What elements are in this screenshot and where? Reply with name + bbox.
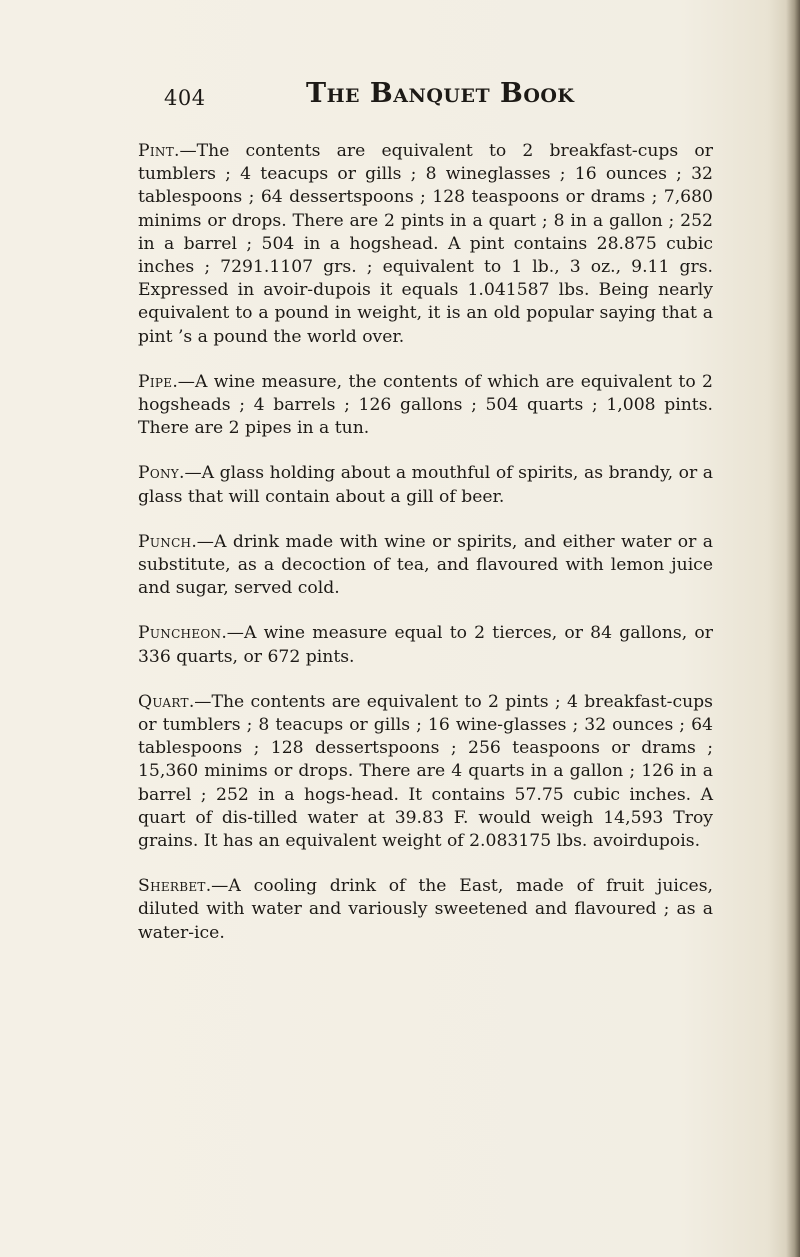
entry-text: .—A drink made with wine or spirits, and either water or a substitute, as a decoction of tea, and flavoured with lemon juice and sugar, served cold. [138,531,713,599]
entry-term: Quart [138,691,189,712]
entry-text: .—The contents are equivalent to 2 pints ; 4 breakfast-cups or tumblers ; 8 teacups or gills ; 16 wine-glasses ; 32 ounces ; 64 tablespoons ; 128 dessertspoons ; 256 teaspoons or drams ; 15,360 minims or drops. There are 4 quarts in a gallon ; 126 in a barrel ; 252 in a hogs-head. It contains 57.75 cubic inches. A quart of dis-tilled water at 39.83 F. would weigh 14,593 Troy grains. It has an equivalent weight of 2.083175 lbs. avoirdupois. [138,691,713,852]
entry-term: Sherbet [138,876,206,897]
glossary-entry-punch [138,531,713,601]
page-number: 404 [164,86,206,110]
entry-term: Pint [138,141,175,161]
entry-text: .—A cooling drink of the East, made of fruit juices, diluted with water and variously sweetened and flavoured ; as a water-ice. [138,876,713,943]
entry-text: .—The contents are equivalent to 2 breakfast-cups or tumblers ; 4 teacups or gills ; 8 wineglasses ; 16 ounces ; 32 tablespoons ; 64 dessertspoons ; 128 teaspoons or drams ; 7,680 minims or drops. There are 2 pints in a quart ; 8 in a gallon ; 252 in a barrel ; 504 in a hogshead. A pint contains 28.875 cubic inches ; 7291.1107 grs. ; equivalent to 1 lb., 3 oz., 9.11 grs. Expressed in avoir-dupois it equals 1.041587 lbs. Being nearly equivalent to a pound in weight, it is an old popular saying that a pint ’s a pound the world over. [138,141,713,347]
running-title: The Banquet Book [306,78,575,109]
entry-text: .—A wine measure equal to 2 tierces, or 84 gallons, or 336 quarts, or 672 pints. [138,623,713,667]
page-edge-shadow [786,0,800,1257]
glossary-entry-sherbet [138,875,713,945]
glossary-body [138,140,713,967]
page-header [0,78,800,118]
entry-term: Pony [138,463,180,484]
entry-term: Punch [138,531,192,552]
entry-text: .—A glass holding about a mouthful of spirits, as brandy, or a glass that will contain about a gill of beer. [138,463,713,507]
glossary-entry-quart [138,691,713,853]
entry-text: .—A wine measure, the contents of which are equivalent to 2 hogsheads ; 4 barrels ; 126 gallons ; 504 quarts ; 1,008 pints. There are 2 pipes in a tun. [138,371,713,439]
glossary-entry-pony [138,462,713,508]
glossary-entry-puncheon [138,622,713,668]
entry-term: Pipe [138,371,173,392]
glossary-entry-pint [138,140,713,349]
glossary-entry-pipe [138,371,713,441]
entry-term: Puncheon [138,623,222,644]
